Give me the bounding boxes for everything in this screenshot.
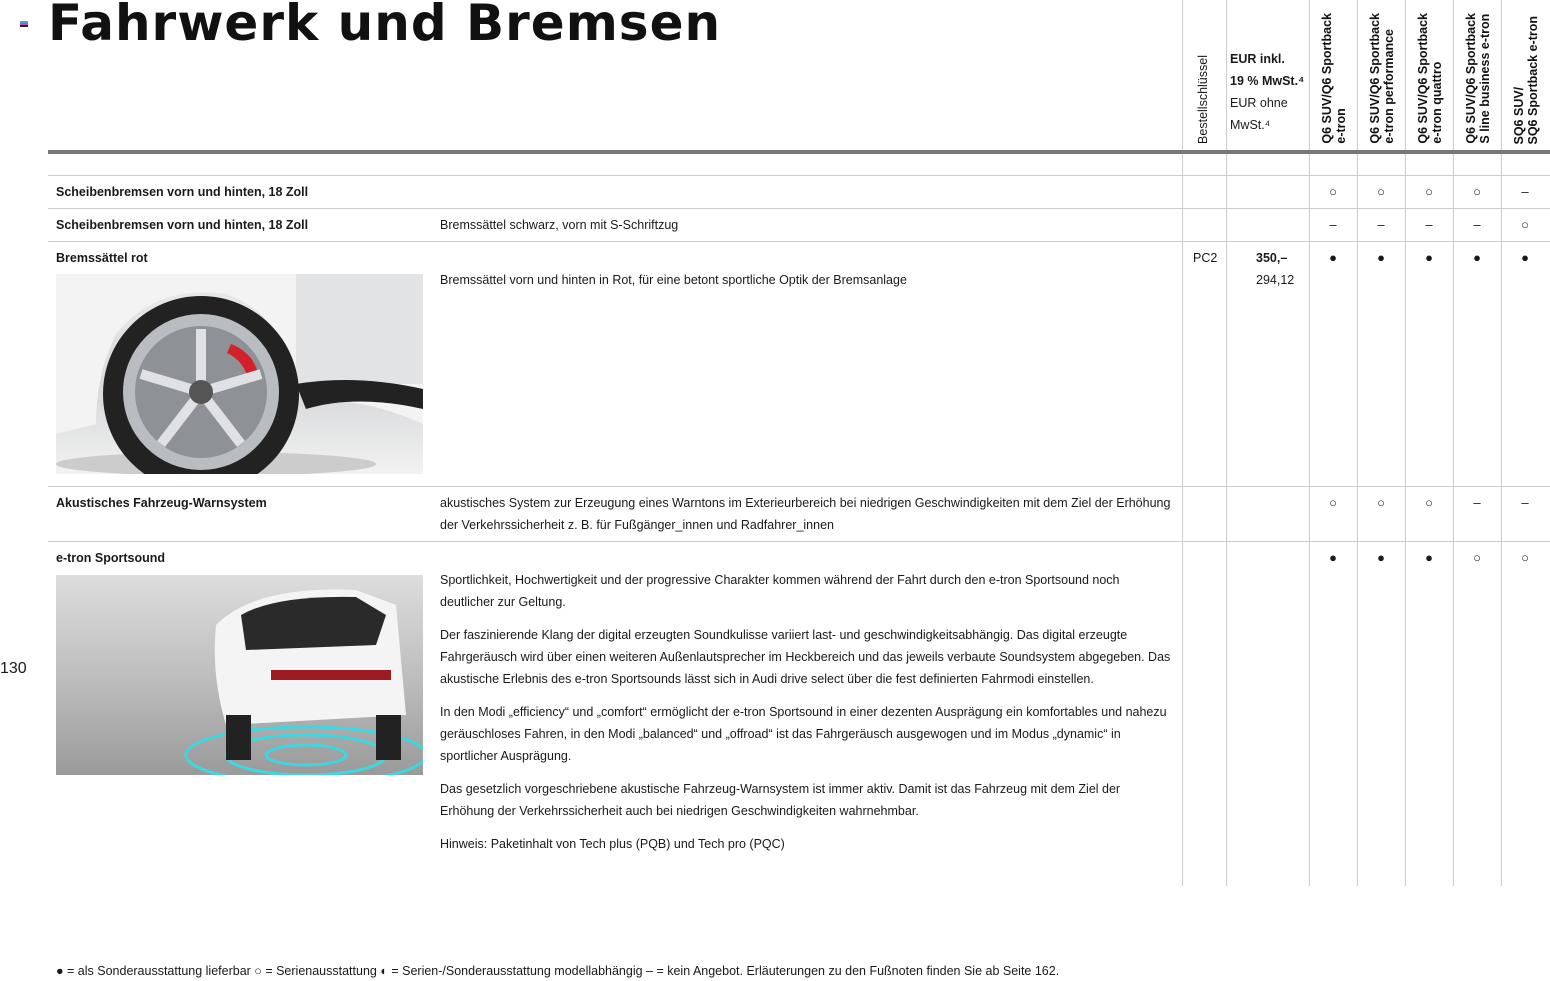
grid-line	[1453, 0, 1454, 886]
row-title: Scheibenbremsen vorn und hinten, 18 Zoll	[56, 185, 309, 199]
price-incl-label: EUR inkl.	[1230, 52, 1285, 66]
availability-mark: ○	[1473, 550, 1481, 565]
header-rule	[48, 150, 1550, 154]
order-key-header: Bestellschlüssel	[1196, 55, 1210, 144]
model-header	[1368, 13, 1396, 144]
availability-mark: –	[1473, 217, 1481, 232]
price-excl-label: EUR ohne	[1230, 96, 1288, 110]
grid-line	[1309, 0, 1310, 886]
model-name-line: Q6 SUV/Q6 Sportback	[1464, 13, 1478, 144]
model-name-line: SQ6 Sportback e-tron	[1526, 15, 1540, 144]
description-paragraph: In den Modi „efficiency“ und „comfort“ ermöglicht der e-tron Sportsound in einer dezenten Ausprägung ein komfortables und nahezu geräuschloses Fahren, in den Modi „balanced“ und „offroad“ ist das Fahrgeräusch ausgewogen und im Modus „dynamic“ in sportlicher Ausprägung.	[440, 705, 1167, 763]
description-paragraph: akustisches System zur Erzeugung eines Warntons im Exterieurbereich bei niedrigen Geschwindigkeiten mit dem Ziel der Erhöhung der Verkehrssicherheit z. B. für Fußgänger_innen und Radfahrer_innen	[440, 496, 1171, 532]
availability-mark: ●	[1377, 550, 1385, 565]
price-incl-label: 19 % MwSt.⁴	[1230, 74, 1305, 88]
row-title: e-tron Sportsound	[56, 551, 166, 565]
availability-mark: ●	[1425, 550, 1433, 565]
row-divider	[48, 175, 1550, 176]
availability-mark: ○	[1377, 495, 1385, 510]
availability-mark: ○	[1425, 184, 1433, 199]
grid-line	[1405, 0, 1406, 886]
availability-mark: ●	[1521, 250, 1529, 265]
price-excl-label: MwSt.⁴	[1230, 118, 1271, 132]
grid-line	[1357, 0, 1358, 886]
sportsound-car-image	[56, 575, 423, 775]
model-name-line: e-tron performance	[1382, 29, 1396, 144]
model-name-line: e-tron	[1334, 108, 1348, 144]
model-name-line: Q6 SUV/Q6 Sportback	[1368, 13, 1382, 144]
row-description	[440, 492, 1175, 547]
row-divider	[48, 208, 1550, 209]
red-brake-caliper-image	[56, 274, 423, 474]
availability-mark: ○	[1473, 184, 1481, 199]
model-header	[1320, 13, 1348, 144]
row-title: Akustisches Fahrzeug-Warnsystem	[56, 496, 267, 510]
grid-line	[1501, 0, 1502, 886]
row-title: Bremssättel rot	[56, 251, 148, 265]
model-name-line: SQ6 SUV/	[1512, 86, 1526, 144]
row-description	[440, 214, 1175, 247]
page-number: 130	[0, 660, 27, 677]
color-flag-icon	[20, 21, 28, 28]
availability-mark: ○	[1521, 217, 1529, 232]
availability-mark: –	[1521, 184, 1529, 199]
model-name-line: Q6 SUV/Q6 Sportback	[1416, 13, 1430, 144]
availability-mark: ○	[1377, 184, 1385, 199]
price-header	[1230, 48, 1304, 136]
description-paragraph: Der faszinierende Klang der digital erzeugten Soundkulisse variiert last- und geschwindigkeitsabhängig. Das digital erzeugte Fahrgeräusch wird über einen weiteren Außenlautsprecher im Heckbereich und das jeweils verbaute Soundsystem abgegeben. Das akustische Erlebnis des e-tron Sportsounds lässt sich in Audi drive select über die fest definierten Fahrmodi einstellen.	[440, 628, 1171, 686]
description-paragraph: Bremssättel schwarz, vorn mit S-Schriftzug	[440, 218, 679, 232]
model-header	[1464, 13, 1492, 144]
model-name-line: S line business e-tron	[1478, 14, 1492, 144]
page-title: Fahrwerk und Bremsen	[48, 0, 722, 52]
price-net: 294,12	[1256, 273, 1295, 287]
model-name-line: Q6 SUV/Q6 Sportback	[1320, 13, 1334, 144]
availability-mark: –	[1377, 217, 1385, 232]
model-header	[1416, 13, 1444, 144]
availability-mark: ●	[1425, 250, 1433, 265]
model-header	[1512, 16, 1540, 145]
availability-mark: ○	[1329, 495, 1337, 510]
row-description	[440, 269, 1175, 302]
row-title: Scheibenbremsen vorn und hinten, 18 Zoll	[56, 218, 309, 232]
availability-mark: –	[1425, 217, 1433, 232]
description-paragraph: Bremssättel vorn und hinten in Rot, für eine betont sportliche Optik der Bremsanlage	[440, 273, 907, 287]
availability-mark: –	[1473, 495, 1481, 510]
price-gross: 350,–	[1256, 251, 1288, 265]
availability-mark: ○	[1329, 184, 1337, 199]
availability-mark: –	[1329, 217, 1337, 232]
availability-mark: –	[1521, 495, 1529, 510]
description-paragraph: Hinweis: Paketinhalt von Tech plus (PQB) und Tech pro (PQC)	[440, 837, 785, 851]
row-description	[440, 569, 1175, 866]
order-code: PC2	[1193, 251, 1218, 265]
availability-mark: ●	[1377, 250, 1385, 265]
model-name-line: e-tron quattro	[1430, 62, 1444, 144]
description-paragraph: Sportlichkeit, Hochwertigkeit und der progressive Charakter kommen während der Fahrt durch den e-tron Sportsound noch deutlicher zur Geltung.	[440, 573, 1120, 609]
legend: ● = als Sonderausstattung lieferbar ○ = Serienausstattung ◐ = Serien-/Sonderausstattung modellabhängig – = kein Angebot. Erläuterungen zu den Fußnoten finden Sie ab Seite 162.	[56, 964, 1060, 978]
availability-mark: ●	[1329, 250, 1337, 265]
availability-mark: ○	[1425, 495, 1433, 510]
grid-line	[1226, 0, 1227, 886]
description-paragraph: Das gesetzlich vorgeschriebene akustische Fahrzeug-Warnsystem ist immer aktiv. Damit ist das Fahrzeug mit dem Ziel der Erhöhung der Verkehrssicherheit auch bei niedrigen Geschwindigkeiten wahrnehmbar.	[440, 782, 1121, 818]
grid-line	[1182, 0, 1183, 886]
availability-mark: ●	[1473, 250, 1481, 265]
availability-mark: ○	[1521, 550, 1529, 565]
availability-mark: ●	[1329, 550, 1337, 565]
row-divider	[48, 486, 1550, 487]
